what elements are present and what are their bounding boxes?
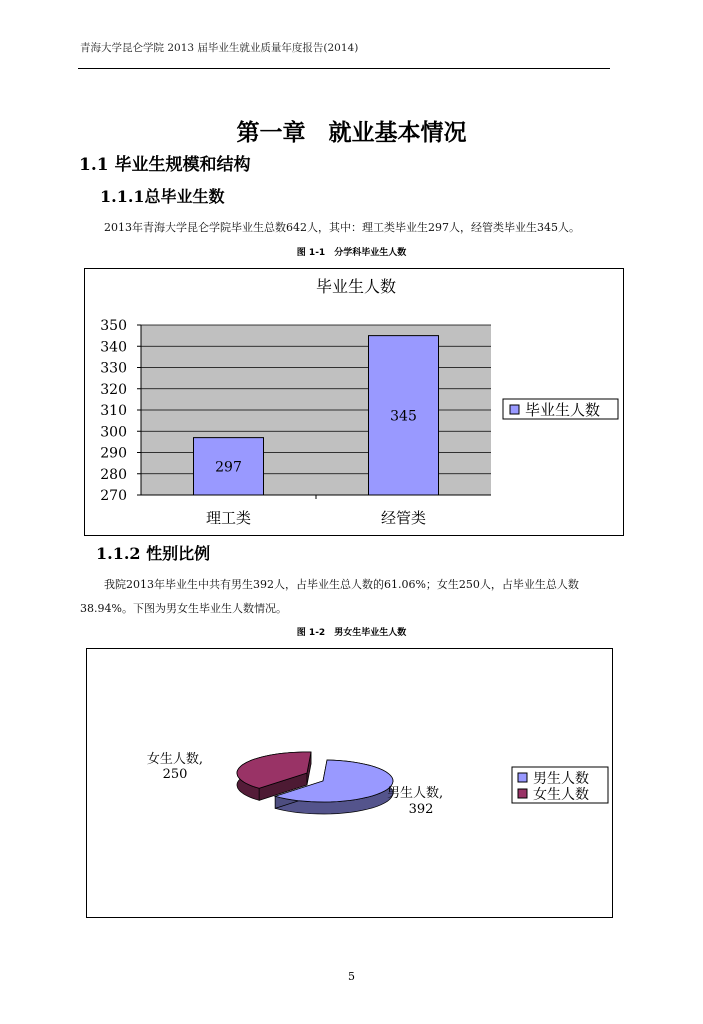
pie-legend-swatch	[518, 773, 527, 782]
bar-chart-title: 毕业生人数	[315, 277, 397, 296]
pie-legend	[512, 767, 608, 803]
y-tick-label: 350	[100, 318, 127, 334]
paragraph-gender-line1: 我院2013年毕业生中共有男生392人，占毕业生总人数的61.06%；女生250人，占毕业生总人数	[104, 578, 579, 591]
pie-chart-frame	[86, 648, 613, 918]
pie-legend-label: 男生人数	[533, 771, 589, 787]
pie-legend-label: 女生人数	[533, 787, 589, 803]
legend-swatch	[510, 405, 519, 414]
figure-caption-1: 图 1-1 分学科毕业生人数	[296, 248, 407, 258]
chapter-title: 第一章 就业基本情况	[236, 119, 467, 146]
y-tick-label: 310	[100, 403, 127, 419]
bar-chart-frame	[84, 268, 624, 536]
pie-label-male-value: 392	[408, 802, 434, 817]
y-tick-label: 330	[100, 360, 127, 377]
pie-label-male-name: 男生人数,	[387, 786, 444, 801]
bar-value-label: 345	[390, 408, 417, 425]
pie-legend-swatch	[518, 789, 527, 798]
bar-legend	[503, 399, 618, 419]
figure-caption-2: 图 1-2 男女生毕业生人数	[296, 628, 407, 638]
paragraph-gender-line2: 38.94%。下图为男女生毕业生人数情况。	[80, 602, 287, 615]
running-header: 青海大学昆仑学院 2013 届毕业生就业质量年度报告(2014)	[80, 42, 359, 54]
paragraph-total: 2013年青海大学昆仑学院毕业生总数642人，其中：理工类毕业生297人，经管类毕业生345人。	[104, 221, 580, 234]
x-tick-label: 经管类	[380, 509, 427, 527]
pie-label-female-name: 女生人数,	[146, 752, 204, 767]
header-rule	[78, 68, 610, 69]
pie-label-female-value: 250	[162, 767, 188, 782]
section-heading: 1.1 毕业生规模和结构	[79, 155, 251, 175]
y-tick-label: 320	[100, 381, 127, 398]
y-tick-label: 280	[100, 466, 127, 483]
x-tick-label: 理工类	[205, 509, 252, 527]
bar-chart	[85, 269, 623, 535]
y-tick-label: 290	[100, 445, 127, 462]
subsection-heading-total: 1.1.1总毕业生数	[100, 187, 225, 206]
pie-slices	[237, 752, 393, 814]
page-number: 5	[348, 970, 355, 983]
y-tick-label: 300	[100, 424, 127, 441]
y-tick-label: 270	[100, 488, 127, 504]
legend-label: 毕业生人数	[525, 401, 601, 419]
bar-value-label: 297	[215, 459, 242, 476]
subsection-heading-gender: 1.1.2 性别比例	[96, 544, 211, 563]
y-tick-label: 340	[100, 339, 127, 356]
pie-chart	[87, 649, 612, 917]
